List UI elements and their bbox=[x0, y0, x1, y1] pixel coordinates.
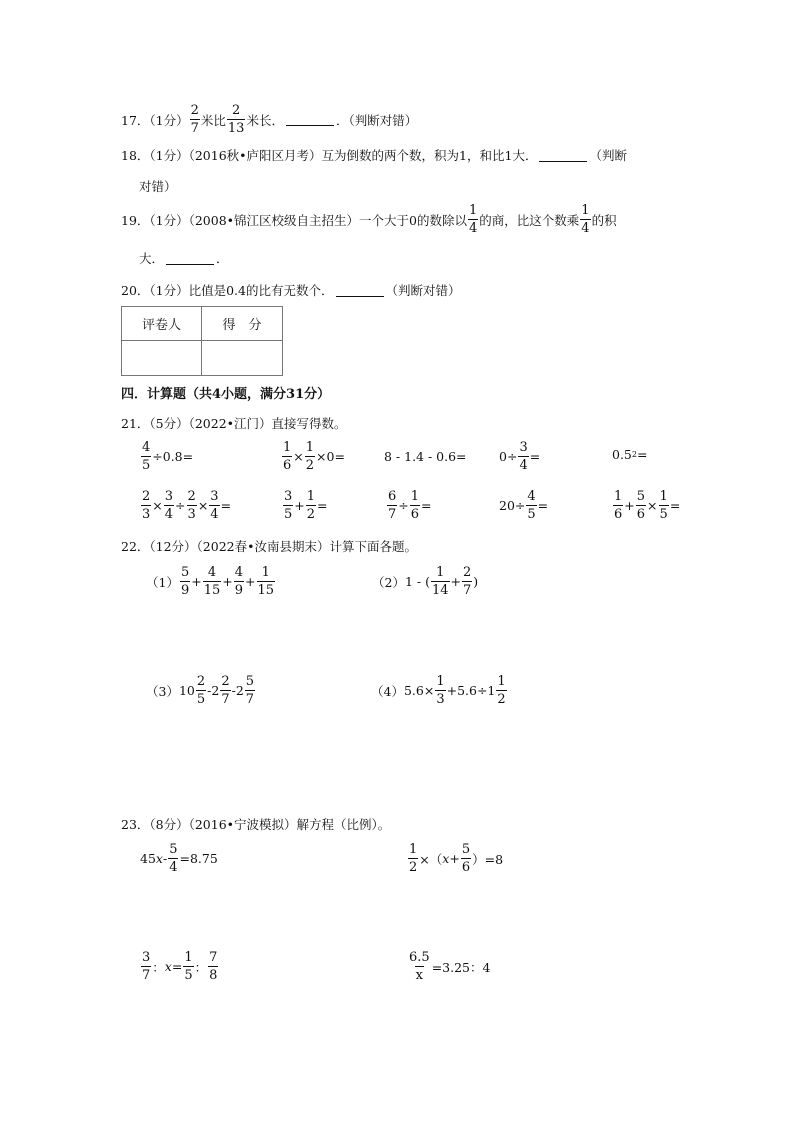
question-18-cont: 对错） bbox=[139, 179, 177, 194]
score-table bbox=[121, 306, 283, 376]
section-title: 四．计算题（共4小题，满分31分） bbox=[121, 387, 331, 402]
expr-21-2e: $\frac{1}{6}$ + $\frac{5}{6}$ × $\frac{1}{5}$ = bbox=[614, 489, 681, 522]
question-18: 18．（1分）（2016秋•庐阳区月考）互为倒数的两个数，积为1，和比1大． （判断 bbox=[121, 148, 627, 163]
fraction: $\frac{1}{4}$ bbox=[469, 203, 478, 236]
problem-22-2: （2） 1 - ( $\frac{1}{14}$ + $\frac{2}{7}$ ) bbox=[372, 565, 479, 598]
problem-22-1: （1） $\frac{5}{9}$ + $\frac{4}{15}$ + $\frac{4}{9}$ + $\frac{1}{15}$ bbox=[146, 565, 275, 598]
equation-23-2: $\frac{1}{2}$ ×（ x + $\frac{5}{6}$ ）=8 bbox=[409, 842, 504, 875]
problem-22-4: （4） 5.6× $\frac{1}{3}$ +5.6÷ 1 $\frac{1}{2}$ bbox=[371, 674, 506, 707]
expr-21-2b: $\frac{3}{5}$ + $\frac{1}{2}$ = bbox=[284, 489, 328, 522]
question-21: 21．（5分）（2022•江门）直接写得数。 bbox=[121, 416, 347, 431]
expr-21-1c: 8 - 1.4 - 0.6= bbox=[384, 449, 467, 464]
equation-23-1: 45 x - $\frac{5}{4}$ =8.75 bbox=[140, 842, 218, 875]
table-header-grader: 评卷人 bbox=[122, 307, 202, 341]
expr-21-1d: 0÷ $\frac{3}{4}$ = bbox=[499, 440, 541, 473]
expr-21-1b: $\frac{1}{6}$ × $\frac{1}{2}$ ×0= bbox=[283, 440, 345, 473]
question-17: 17．（1分） $\frac{2}{7}$ 米比 $\frac{2}{13}$ 米长． ．（判断对错） bbox=[121, 103, 418, 136]
score-cell[interactable] bbox=[202, 341, 282, 375]
fraction: $\frac{2}{13}$ bbox=[227, 103, 245, 136]
answer-blank[interactable] bbox=[286, 113, 334, 126]
question-20: 20．（1分）比值是0.4的比有无数个． （判断对错） bbox=[121, 283, 461, 298]
grader-cell[interactable] bbox=[122, 341, 202, 375]
expr-21-2d: 20÷ $\frac{4}{5}$ = bbox=[499, 489, 549, 522]
question-19: 19．（1分）（2008•锦江区校级自主招生）一个大于0的数除以 $\frac{1}{4}$ 的商，比这个数乘 $\frac{1}{4}$ 的积 bbox=[121, 203, 617, 236]
expr-21-1e: 0.5 2 = bbox=[612, 447, 648, 462]
table-header-score: 得 分 bbox=[202, 307, 282, 341]
question-19-cont: 大． ． bbox=[139, 251, 229, 266]
expr-21-2a: $\frac{2}{3}$ × $\frac{3}{4}$ ÷ $\frac{2}{3}$ × $\frac{3}{4}$ = bbox=[142, 489, 232, 522]
equation-23-4: $\frac{6.5}{x}$ =3.25：4 bbox=[409, 950, 491, 983]
equation-23-3: $\frac{3}{7}$ ： x = $\frac{1}{5}$ ： $\frac{7}{8}$ bbox=[142, 950, 218, 983]
answer-blank[interactable] bbox=[539, 149, 587, 162]
fraction: $\frac{2}{7}$ bbox=[190, 103, 199, 136]
expr-21-2c: $\frac{6}{7}$ ÷ $\frac{1}{6}$ = bbox=[388, 489, 432, 522]
question-22: 22．（12分）（2022春•汝南县期末）计算下面各题。 bbox=[121, 539, 417, 554]
answer-blank[interactable] bbox=[166, 252, 214, 265]
expr-21-1a: $\frac{4}{5}$ ÷0.8= bbox=[142, 440, 194, 473]
problem-22-3: （3） 10 $\frac{2}{5}$ - 2 $\frac{2}{7}$ - 2 $\frac{5}{7}$ bbox=[146, 674, 255, 707]
answer-blank[interactable] bbox=[336, 284, 384, 297]
question-23: 23．（8分）（2016•宁波模拟）解方程（比例）。 bbox=[121, 817, 391, 832]
fraction: $\frac{1}{4}$ bbox=[581, 203, 590, 236]
